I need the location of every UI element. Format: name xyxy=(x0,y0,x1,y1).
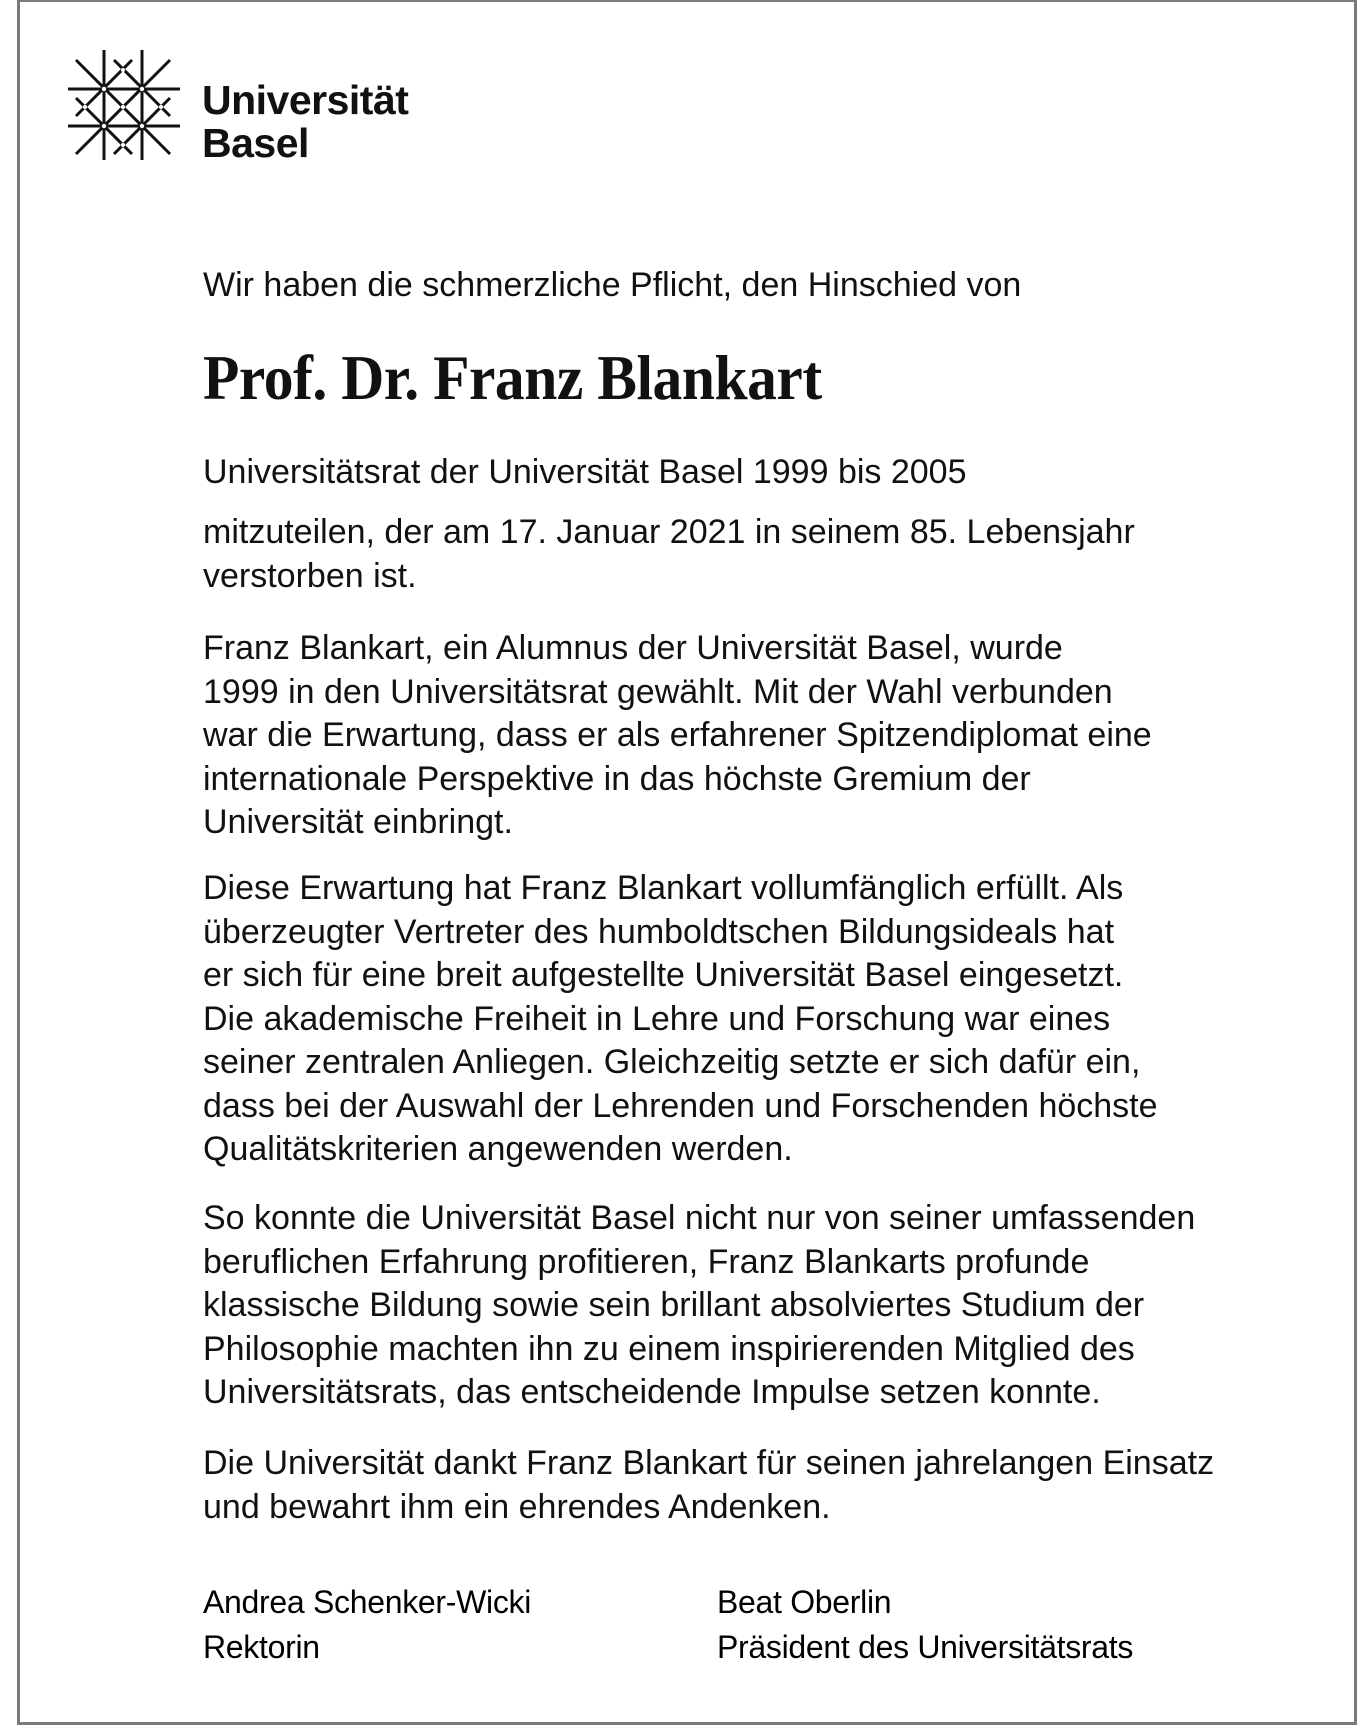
role-line: Universitätsrat der Universität Basel 1999 bis 2005 xyxy=(203,453,967,491)
text-line: war die Erwartung, dass er als erfahrener Spitzendiplomat eine xyxy=(203,716,1152,754)
deceased-name-title: Prof. Dr. Franz Blankart xyxy=(203,342,822,413)
text-line: Universität einbringt. xyxy=(203,803,513,841)
intro-line: Wir haben die schmerzliche Pflicht, den Hinschied von xyxy=(203,266,1022,304)
signatory-name: Beat Oberlin xyxy=(717,1584,892,1620)
text-line: Universitätsrats, das entscheidende Impulse setzen konnte. xyxy=(203,1373,1101,1411)
text-line: er sich für eine breit aufgestellte Universität Basel eingesetzt. xyxy=(203,956,1124,994)
text-line: Philosophie machten ihn zu einem inspirierenden Mitglied des xyxy=(203,1329,1135,1368)
signatory-title: Präsident des Universitätsrats xyxy=(717,1629,1134,1665)
logo-line-1: Universität xyxy=(202,77,409,123)
signatory-name: Andrea Schenker-Wicki xyxy=(203,1584,532,1620)
university-logo-wordmark xyxy=(202,79,408,165)
text-line: So konnte die Universität Basel nicht nur von seiner umfassenden xyxy=(203,1199,1196,1237)
signature-council-president xyxy=(717,1580,1133,1670)
text-line: seiner zentralen Anliegen. Gleichzeitig setzte er sich dafür ein, xyxy=(203,1043,1141,1081)
text-line: und bewahrt ihm ein ehrendes Andenken. xyxy=(203,1487,831,1526)
signatory-title: Rektorin xyxy=(203,1629,320,1665)
paragraph-contributions xyxy=(203,1197,1195,1415)
text-line: verstorben ist. xyxy=(203,556,417,595)
text-line: klassische Bildung sowie sein brillant absolviertes Studium der xyxy=(203,1286,1145,1324)
logo-line-2: Basel xyxy=(202,120,309,166)
text-line: Qualitätskriterien angewenden werden. xyxy=(203,1130,793,1168)
paragraph-election xyxy=(203,627,1152,845)
paragraph-expectations xyxy=(203,867,1158,1172)
paragraph-death-notice xyxy=(203,511,1135,598)
text-line: überzeugter Vertreter des humboldtschen Bildungsideals hat xyxy=(203,912,1115,951)
text-line: Die akademische Freiheit in Lehre und Forschung war eines xyxy=(203,999,1111,1038)
university-basel-lattice-icon xyxy=(66,48,182,164)
text-line: beruflichen Erfahrung profitieren, Franz Blankarts profunde xyxy=(203,1242,1090,1281)
text-line: mitzuteilen, der am 17. Januar 2021 in seinem 85. Lebensjahr xyxy=(203,513,1135,551)
text-line: 1999 in den Universitätsrat gewählt. Mit der Wahl verbunden xyxy=(203,672,1113,711)
text-line: Franz Blankart, ein Alumnus der Universität Basel, wurde xyxy=(203,629,1063,667)
text-line: Die Universität dankt Franz Blankart für seinen jahrelangen Einsatz xyxy=(203,1444,1215,1482)
text-line: Diese Erwartung hat Franz Blankart vollumfänglich erfüllt. Als xyxy=(203,869,1124,907)
signature-rector xyxy=(203,1580,531,1670)
text-line: dass bei der Auswahl der Lehrenden und Forschenden höchste xyxy=(203,1086,1158,1125)
text-line: internationale Perspektive in das höchste Gremium der xyxy=(203,759,1031,798)
paragraph-gratitude xyxy=(203,1442,1214,1529)
